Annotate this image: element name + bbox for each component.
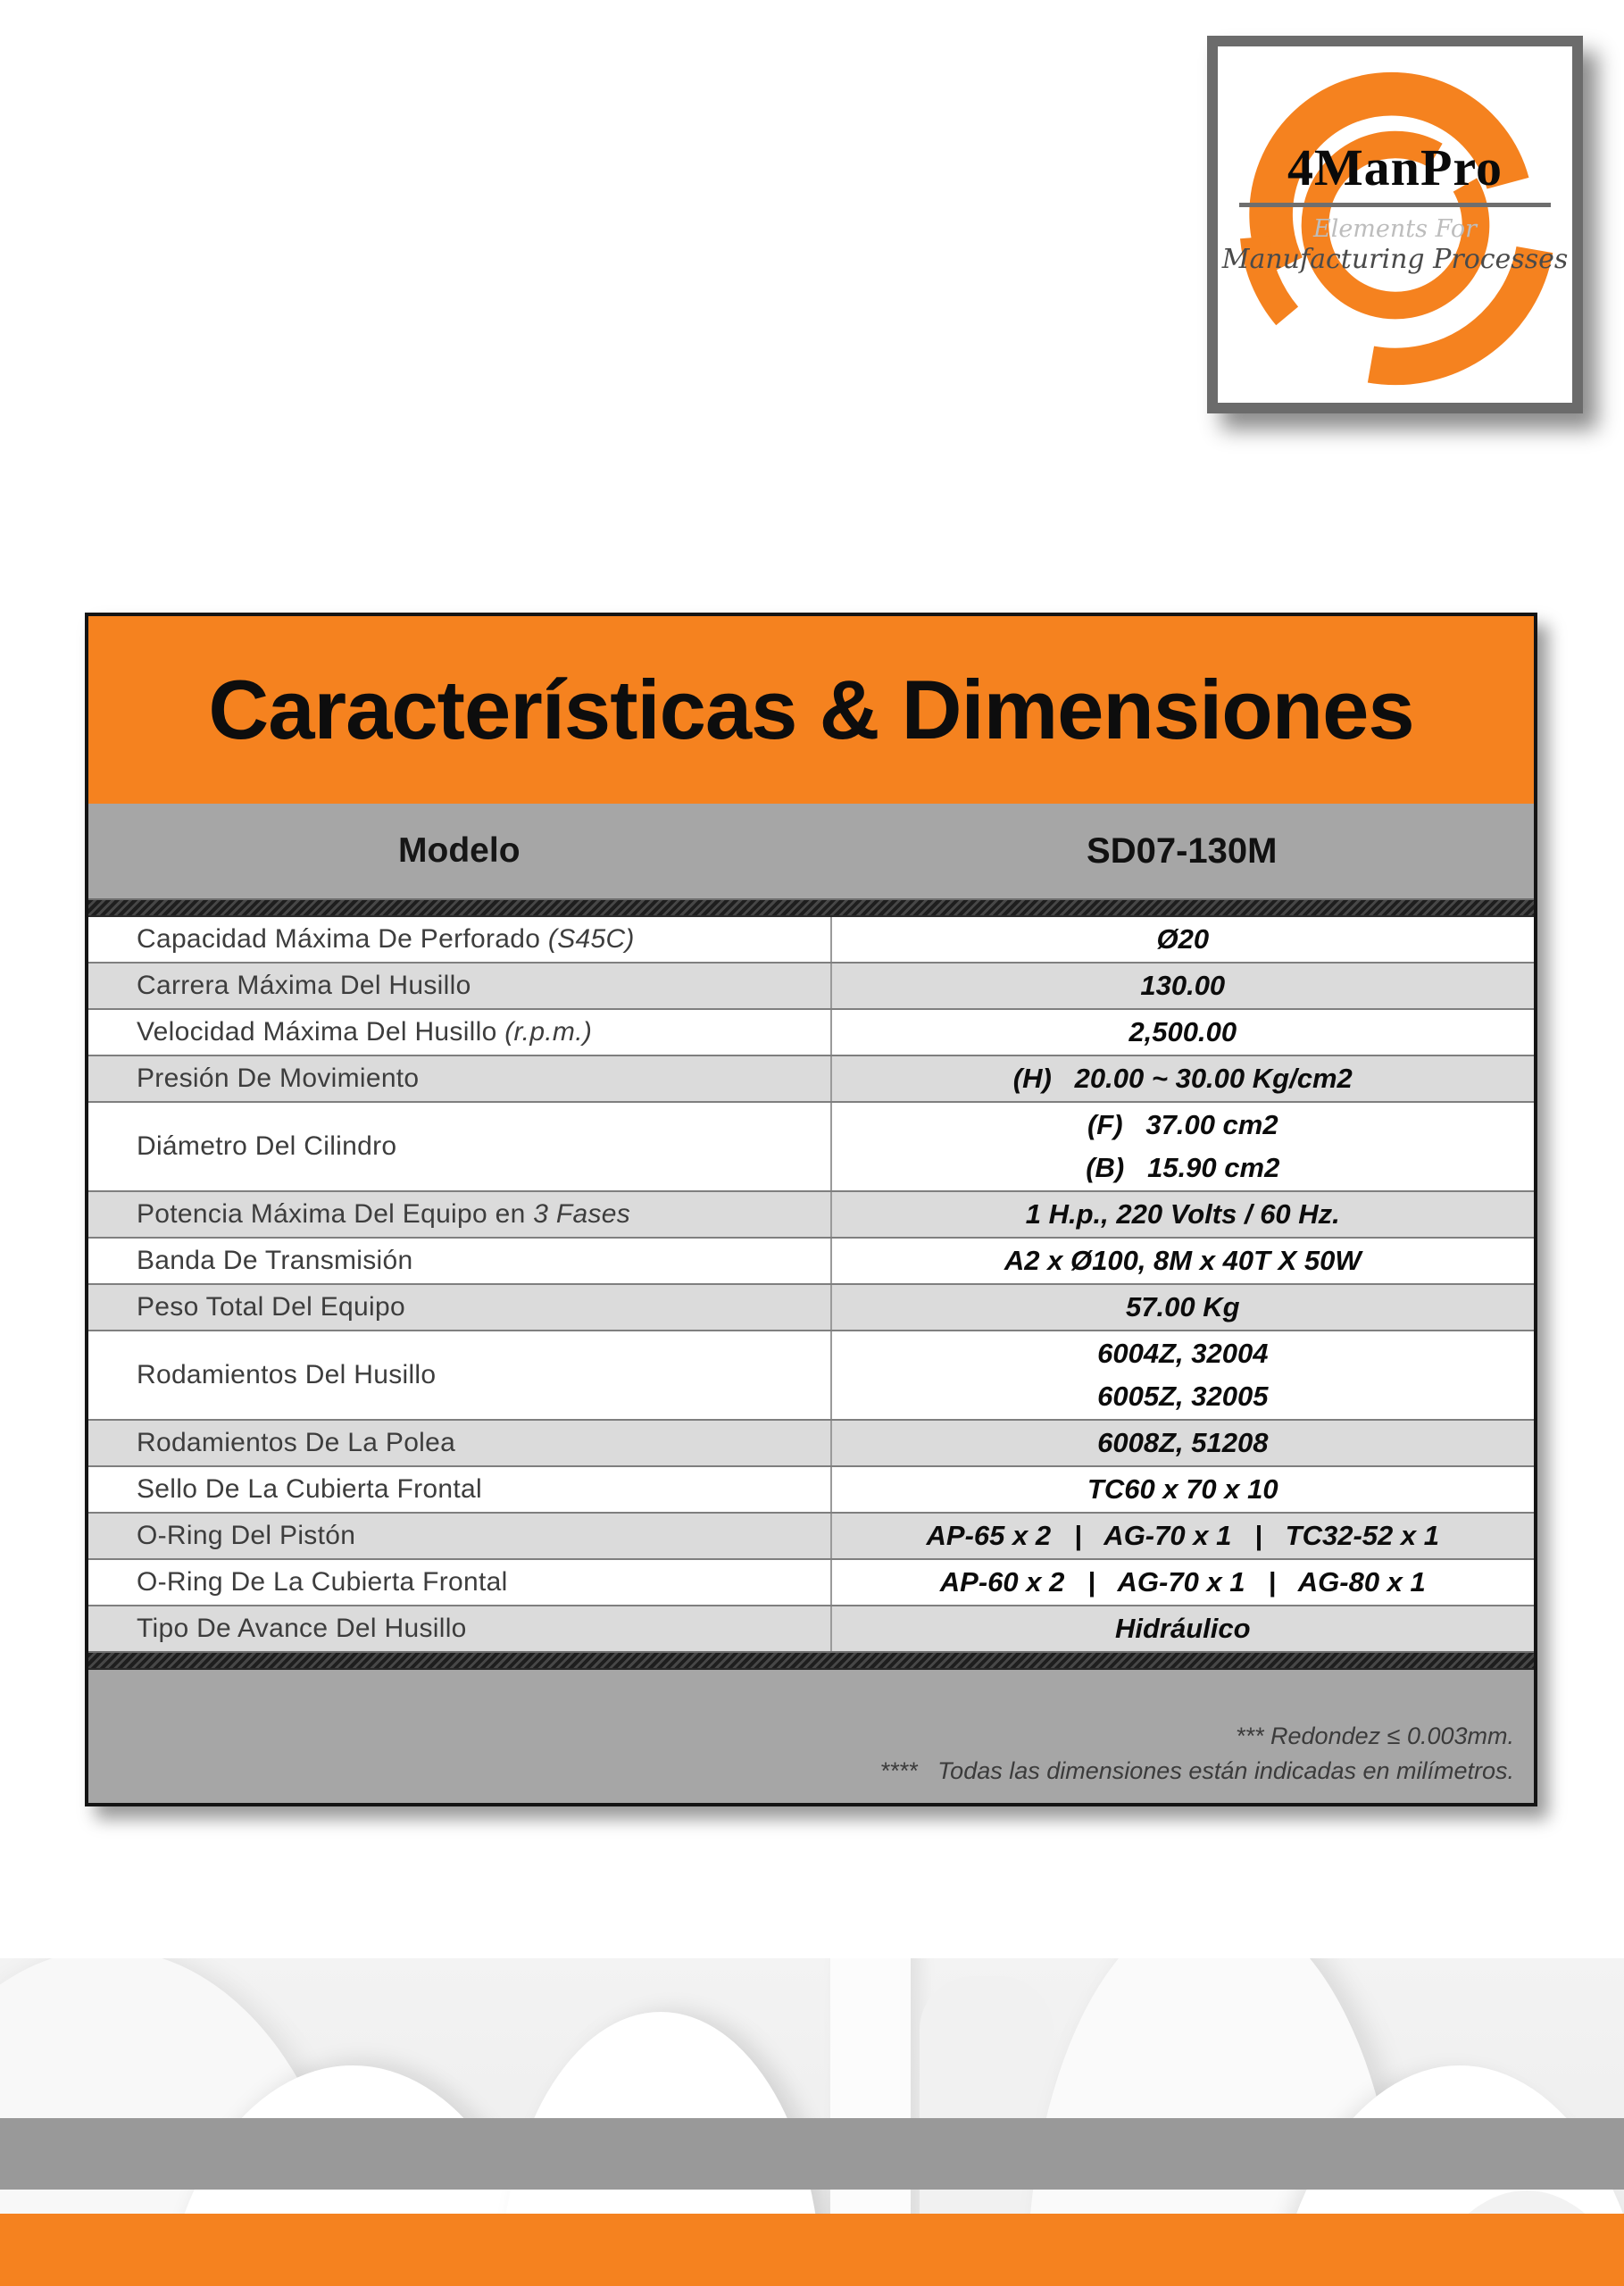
spec-label: Rodamientos Del Husillo — [137, 1360, 437, 1389]
spec-table-row — [88, 1010, 1534, 1056]
brand-divider — [1239, 203, 1551, 207]
spec-label: Presión De Movimiento — [137, 1064, 420, 1093]
spec-table-row — [88, 1192, 1534, 1239]
spec-table-row — [88, 964, 1534, 1010]
spec-label: Carrera Máxima Del Husillo — [137, 971, 471, 1000]
spec-value-line: 130.00 — [1140, 970, 1226, 1001]
spec-value-line: TC60 x 70 x 10 — [1087, 1473, 1278, 1505]
spec-label: Velocidad Máxima Del Husillo (r.p.m.) — [137, 1017, 593, 1047]
page-title: Características & Dimensiones — [208, 663, 1414, 756]
spec-label: Sello De La Cubierta Frontal — [137, 1474, 482, 1504]
model-header-label: Modelo — [398, 831, 521, 870]
spec-table-row — [88, 1421, 1534, 1467]
spec-value — [830, 1192, 1534, 1237]
spec-label: Banda De Transmisión — [137, 1246, 413, 1275]
spec-label: Peso Total Del Equipo — [137, 1292, 405, 1322]
spec-value — [830, 1606, 1534, 1651]
spec-label: Tipo De Avance Del Husillo — [137, 1614, 467, 1643]
spec-value-line: Hidráulico — [1114, 1613, 1251, 1644]
spec-value — [830, 1285, 1534, 1330]
model-header-value: SD07-130M — [1087, 830, 1278, 871]
spec-label: Rodamientos De La Polea — [137, 1428, 456, 1457]
spec-table-row — [88, 1467, 1534, 1514]
spec-value-line: 6004Z, 32004 — [1097, 1338, 1269, 1369]
brand-tagline-line1: Elements For — [1312, 214, 1477, 243]
spec-table — [85, 613, 1537, 1806]
brand-text-block — [1218, 138, 1572, 275]
spec-label: Potencia Máxima Del Equipo en 3 Fases — [137, 1199, 631, 1229]
spec-label: Diámetro Del Cilindro — [137, 1131, 397, 1161]
spec-table-row — [88, 1331, 1534, 1421]
spec-value-line: 6008Z, 51208 — [1097, 1427, 1269, 1458]
spec-value-line: AP-65 x 2 | AG-70 x 1 | TC32-52 x 1 — [926, 1520, 1439, 1551]
spec-value-line: (F) 37.00 cm2 — [1087, 1109, 1278, 1140]
brand-tagline-line2: Manufacturing Processes — [1221, 243, 1569, 275]
title-banner — [88, 616, 1534, 804]
spec-table-row — [88, 1514, 1534, 1560]
brand-name: 4ManPro — [1287, 138, 1503, 196]
spec-table-row — [88, 1056, 1534, 1103]
spec-value — [830, 1103, 1534, 1190]
spec-value-line: 6005Z, 32005 — [1097, 1381, 1269, 1412]
spec-value — [830, 1421, 1534, 1465]
spec-label: Capacidad Máxima De Perforado (S45C) — [137, 924, 635, 954]
spec-value — [830, 1560, 1534, 1605]
spec-rows — [88, 917, 1534, 1651]
spec-value — [830, 1331, 1534, 1419]
spec-table-row — [88, 1239, 1534, 1285]
spec-value — [830, 1010, 1534, 1055]
spec-table-row — [88, 1285, 1534, 1331]
spec-table-row — [88, 1560, 1534, 1606]
spec-label: O-Ring Del Pistón — [137, 1521, 356, 1550]
separator-band-bottom — [88, 1651, 1534, 1670]
spec-value — [830, 1056, 1534, 1101]
spec-value-line: 57.00 Kg — [1126, 1291, 1240, 1322]
spec-label: O-Ring De La Cubierta Frontal — [137, 1567, 508, 1597]
spec-value — [830, 917, 1534, 962]
spec-value — [830, 1239, 1534, 1283]
footnote-dimensions: **** Todas las dimensiones están indicadas en milímetros. — [879, 1756, 1514, 1784]
spec-table-row — [88, 917, 1534, 964]
spec-value-line: 1 H.p., 220 Volts / 60 Hz. — [1025, 1198, 1340, 1230]
footer-gray-band — [0, 2118, 1624, 2190]
brand-logo-card — [1207, 36, 1583, 413]
spec-table-row — [88, 1606, 1534, 1651]
spec-value — [830, 964, 1534, 1008]
spec-table-row — [88, 1103, 1534, 1192]
footer-orange-band — [0, 2214, 1624, 2286]
spec-value-line: AP-60 x 2 | AG-70 x 1 | AG-80 x 1 — [939, 1566, 1426, 1598]
spec-value — [830, 1467, 1534, 1512]
spec-value-line: A2 x Ø100, 8M x 40T X 50W — [1004, 1245, 1362, 1276]
spec-value-line: 2,500.00 — [1128, 1016, 1237, 1047]
spec-value-line: (B) 15.90 cm2 — [1086, 1152, 1280, 1183]
spec-value-line: (H) 20.00 ~ 30.00 Kg/cm2 — [1012, 1063, 1353, 1094]
separator-band-top — [88, 898, 1534, 917]
footnote-roundness: *** Redondez ≤ 0.003mm. — [1236, 1722, 1514, 1749]
brand-logo — [1218, 46, 1572, 403]
table-footer — [88, 1670, 1534, 1803]
model-header-row — [88, 804, 1534, 898]
spec-value — [830, 1514, 1534, 1558]
spec-value-line: Ø20 — [1156, 923, 1210, 955]
